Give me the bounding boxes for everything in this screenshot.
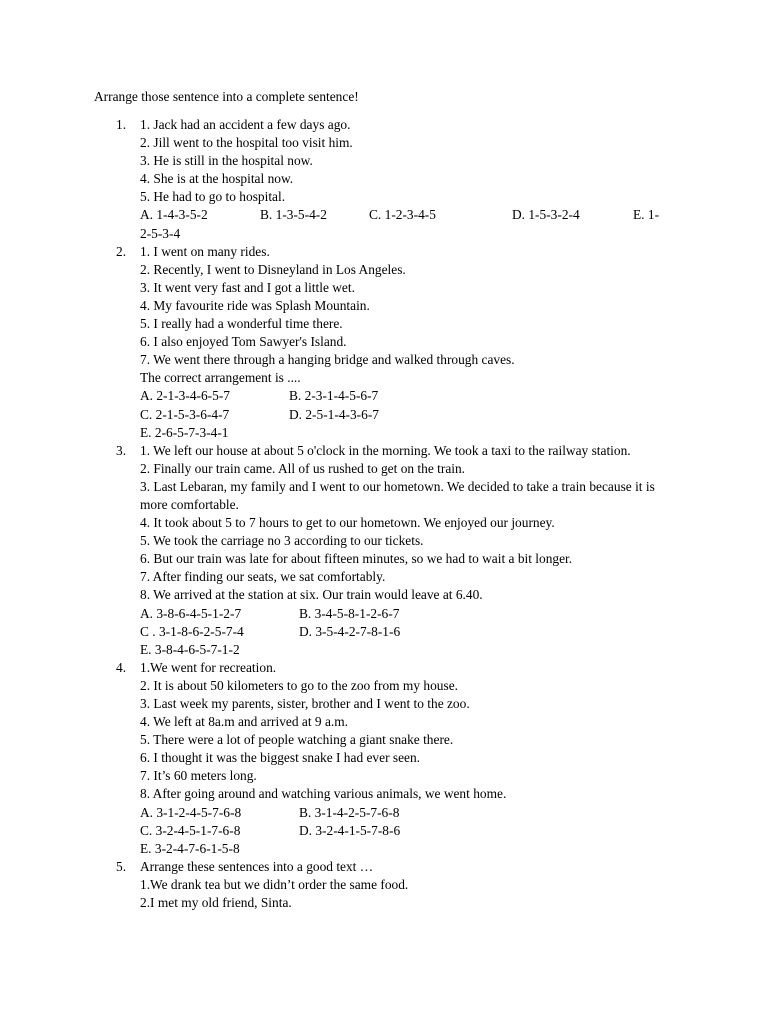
option-e: E. 2-6-5-7-3-4-1	[140, 424, 229, 440]
sentence-line: 7. It’s 60 meters long.	[140, 768, 257, 784]
sentence-line: 4. It took about 5 to 7 hours to get to our hometown. We enjoyed our journey.	[140, 515, 555, 531]
option-e-continued: 2-5-3-4	[140, 225, 181, 241]
sentence-line: 2. Finally our train came. All of us rushed to get on the train.	[140, 460, 466, 476]
sentence-line: 4. She is at the hospital now.	[140, 171, 294, 187]
sentence-line: 2. It is about 50 kilometers to go to the zoo from my house.	[140, 677, 458, 693]
question-1	[0, 116, 663, 243]
option-d: D. 3-5-4-2-7-8-1-6	[299, 623, 401, 639]
question-list	[0, 116, 768, 912]
option-c: C. 2-1-5-3-6-4-7	[140, 406, 230, 422]
sentence-line: 2. Recently, I went to Disneyland in Los Angeles.	[140, 261, 406, 277]
options-row	[140, 387, 663, 405]
sentence-line: 2. Jill went to the hospital too visit him.	[140, 135, 353, 151]
option-a: A. 3-1-2-4-5-7-6-8	[140, 804, 242, 820]
option-c: C. 3-2-4-5-1-7-6-8	[140, 822, 241, 838]
sentence-line: 5. He had to go to hospital.	[140, 189, 286, 205]
sentence-line: 3. Last week my parents, sister, brother and I went to the zoo.	[140, 696, 470, 711]
options-row	[140, 206, 663, 224]
instruction-text: Arrange those sentence into a complete sentence!	[94, 89, 359, 104]
prompt-line: Arrange these sentences into a good text …	[140, 858, 374, 874]
question-5	[0, 858, 663, 912]
option-b: B. 3-1-4-2-5-7-6-8	[299, 804, 400, 820]
question-4	[0, 659, 663, 858]
sentence-line: 6. I also enjoyed Tom Sawyer's Island.	[140, 334, 347, 350]
sentence-line: 3. He is still in the hospital now.	[140, 153, 313, 169]
sentence-line: 1.We drank tea but we didn’t order the same food.	[140, 876, 409, 892]
option-b: B. 3-4-5-8-1-2-6-7	[299, 605, 400, 621]
question-2	[0, 243, 663, 442]
sentence-line: 8. After going around and watching various animals, we went home.	[140, 786, 507, 802]
sentence-line: 7. We went there through a hanging bridge and walked through caves.	[140, 352, 515, 368]
option-d: D. 3-2-4-1-5-7-8-6	[299, 822, 401, 838]
prompt-line: The correct arrangement is ....	[140, 370, 301, 386]
option-c: C. 1-2-3-4-5	[369, 207, 436, 223]
sentence-line: 5. We took the carriage no 3 according to our tickets.	[140, 533, 424, 549]
sentence-line: 1. We left our house at about 5 o'clock in the morning. We took a taxi to the railway station.	[140, 442, 631, 458]
sentence-line: 6. But our train was late for about fifteen minutes, so we had to wait a bit longer.	[140, 551, 573, 567]
sentence-line: 2.I met my old friend, Sinta.	[140, 895, 292, 911]
question-number: 1.	[116, 117, 127, 132]
option-e: E. 1-	[633, 207, 660, 223]
option-b: B. 1-3-5-4-2	[260, 207, 327, 223]
sentence-line: 3. Last Lebaran, my family and I went to our hometown. We decided to take a train because it is more comfortable.	[140, 478, 655, 512]
question-number: 3.	[116, 442, 127, 458]
option-d: D. 2-5-1-4-3-6-7	[289, 406, 379, 422]
question-number: 2.	[116, 243, 127, 259]
sentence-line: 6. I thought it was the biggest snake I had ever seen.	[140, 750, 421, 766]
options-row	[140, 623, 663, 641]
option-b: B. 2-3-1-4-5-6-7	[289, 388, 379, 404]
sentence-line: 5. There were a lot of people watching a giant snake there.	[140, 732, 454, 748]
option-d: D. 1-5-3-2-4	[512, 207, 580, 223]
question-number: 5.	[116, 858, 127, 874]
options-row	[140, 406, 663, 424]
sentence-line: 1.We went for recreation.	[140, 659, 277, 675]
option-e: E. 3-8-4-6-5-7-1-2	[140, 641, 240, 657]
sentence-line: 7. After finding our seats, we sat comfortably.	[140, 569, 386, 585]
sentence-line: 4. We left at 8a.m and arrived at 9 a.m.	[140, 714, 349, 730]
question-3	[0, 442, 663, 659]
option-a: A. 1-4-3-5-2	[140, 207, 208, 223]
sentence-line: 3. It went very fast and I got a little wet.	[140, 279, 355, 295]
sentence-line: 5. I really had a wonderful time there.	[140, 316, 343, 332]
option-a: A. 3-8-6-4-5-1-2-7	[140, 605, 242, 621]
sentence-line: 1. Jack had an accident a few days ago.	[140, 117, 351, 132]
option-a: A. 2-1-3-4-6-5-7	[140, 388, 230, 404]
option-c: C . 3-1-8-6-2-5-7-4	[140, 623, 244, 639]
sentence-line: 4. My favourite ride was Splash Mountain.	[140, 297, 370, 313]
option-e: E. 3-2-4-7-6-1-5-8	[140, 840, 240, 856]
sentence-line: 1. I went on many rides.	[140, 243, 270, 259]
options-row	[140, 605, 663, 623]
sentence-line: 8. We arrived at the station at six. Our train would leave at 6.40.	[140, 587, 483, 603]
options-row	[140, 822, 663, 840]
question-number: 4.	[116, 659, 127, 675]
options-row	[140, 804, 663, 822]
